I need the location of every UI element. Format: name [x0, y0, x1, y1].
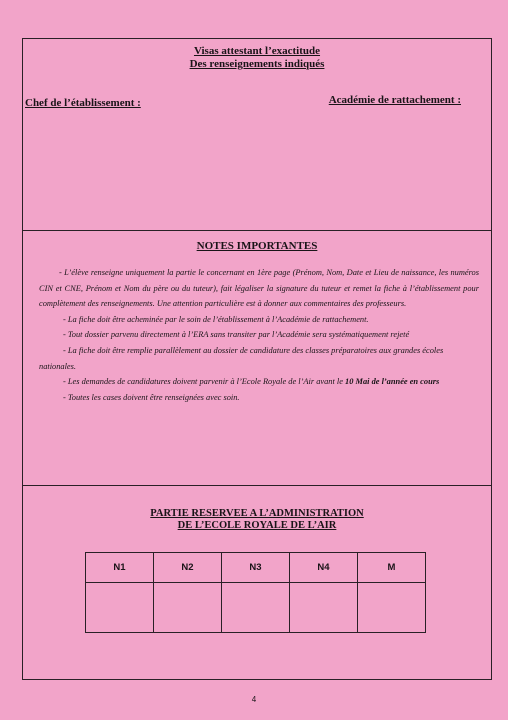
visas-section: [23, 39, 491, 231]
marks-input-row: [86, 583, 426, 633]
marks-cell-n2[interactable]: [154, 583, 222, 633]
note-deadline-date: 10 Mai de l’année en cours: [345, 377, 440, 387]
note-item-1: - L’élève renseigne uniquement la partie le concernant en 1ère page (Prénom, Nom, Date et Lieu de naissance, les numéros CIN et CNE, Prénom et Nom du père ou du tuteur), fait légaliser la signature du tuteur et remet la fiche à l’établissement pour complètement des renseignements. Une attention particulière est à donner aux commentaires des professeurs.: [39, 268, 479, 309]
admin-title-line2: DE L’ECOLE ROYALE DE L’AIR: [177, 520, 337, 531]
marks-header-row: [86, 553, 426, 583]
notes-section: [23, 231, 491, 486]
marks-cell-n3[interactable]: [222, 583, 290, 633]
marks-cell-n1[interactable]: [86, 583, 154, 633]
note-item-3: - Tout dossier parvenu directement à l’ERA sans transiter par l’Académie sera systématiquement rejeté: [63, 330, 410, 340]
visas-title: [23, 45, 491, 71]
visas-title-line2: Des renseignements indiqués: [189, 58, 325, 70]
page-number: 4: [251, 695, 257, 704]
form-frame: [22, 38, 492, 680]
note-deadline-text: - Les demandes de candidatures doivent parvenir à l’Ecole Royale de l’Air avant le: [63, 377, 346, 387]
note-item-deadline: [39, 374, 479, 390]
visas-title-line1: Visas attestant l’exactitude: [193, 45, 321, 57]
marks-header-n2: N2: [154, 553, 222, 583]
note-item-last: - Toutes les cases doivent être renseignées avec soin.: [63, 392, 240, 402]
admin-title-line1: PARTIE RESERVEE A L’ADMINISTRATION: [150, 508, 364, 519]
marks-header-n3: N3: [222, 553, 290, 583]
note-item-4: - La fiche doit être remplie parallèlement au dossier de candidature des classes préparatoires aux grandes écoles nationales.: [39, 345, 444, 371]
marks-header-m: M: [358, 553, 426, 583]
admin-section: [23, 486, 491, 681]
marks-header-n1: N1: [86, 553, 154, 583]
chef-etablissement-label: Chef de l’établissement :: [25, 97, 141, 109]
marks-table: [85, 552, 426, 633]
marks-cell-m[interactable]: [358, 583, 426, 633]
notes-list: [39, 265, 479, 405]
admin-title: [23, 508, 491, 532]
academie-label: Académie de rattachement :: [328, 94, 461, 106]
note-item-2: - La fiche doit être acheminée par le soin de l’établissement à l’Académie de rattachement.: [63, 314, 369, 324]
marks-cell-n4[interactable]: [290, 583, 358, 633]
marks-header-n4: N4: [290, 553, 358, 583]
notes-title: NOTES IMPORTANTES: [196, 240, 318, 252]
